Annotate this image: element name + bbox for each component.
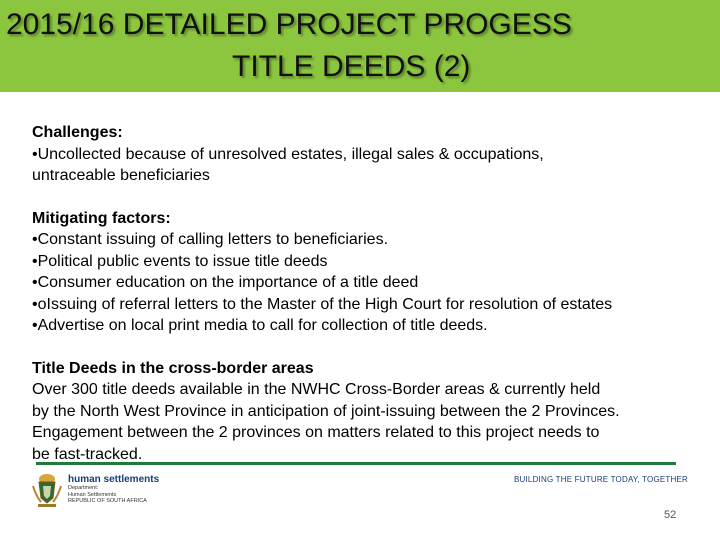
- cross-border-line: Over 300 title deeds available in the NWHC Cross-Border areas & currently held: [32, 381, 601, 398]
- challenges-line: untraceable beneficiaries: [32, 167, 210, 184]
- logo-sub-text: REPUBLIC OF SOUTH AFRICA: [68, 498, 147, 504]
- slide-title-line-1: 2015/16 DETAILED PROJECT PROGESS: [6, 8, 572, 41]
- mitigating-heading: Mitigating factors:: [32, 209, 171, 227]
- coat-of-arms-icon: [30, 472, 64, 510]
- cross-border-heading: Title Deeds in the cross-border areas: [32, 359, 314, 377]
- department-logo: [30, 472, 200, 512]
- cross-border-section: [32, 358, 702, 466]
- slide-title-line-2: TITLE DEEDS (2): [232, 50, 471, 83]
- logo-sub-text: Human Settlements: [68, 491, 117, 498]
- footer-tagline: BUILDING THE FUTURE TODAY, TOGETHER: [514, 475, 688, 484]
- logo-text: [68, 474, 200, 505]
- mitigating-bullet: •Constant issuing of calling letters to beneficiaries.: [32, 231, 389, 248]
- title-bar: [0, 0, 720, 92]
- cross-border-line: by the North West Province in anticipation of joint-issuing between the 2 Provinces.: [32, 402, 620, 420]
- page-number: 52: [664, 509, 677, 521]
- challenges-line: •Uncollected because of unresolved estates, illegal sales & occupations,: [32, 145, 544, 163]
- cross-border-line: Engagement between the 2 provinces on matters related to this project needs to: [32, 424, 600, 441]
- mitigating-bullet: •oIssuing of referral letters to the Master of the High Court for resolution of estates: [32, 295, 613, 313]
- mitigating-bullet: •Political public events to issue title deeds: [32, 252, 328, 270]
- slide-content: [32, 122, 702, 486]
- footer-divider: [36, 462, 676, 465]
- logo-main-text: human settlements: [68, 474, 160, 485]
- mitigating-section: [32, 208, 702, 337]
- cross-border-line: be fast-tracked.: [32, 445, 143, 463]
- mitigating-bullet: •Consumer education on the importance of a title deed: [32, 274, 419, 291]
- challenges-heading: Challenges:: [32, 124, 123, 141]
- logo-sub-text: Department:: [68, 485, 99, 491]
- mitigating-bullet: •Advertise on local print media to call for collection of title deeds.: [32, 317, 488, 334]
- challenges-section: [32, 122, 702, 187]
